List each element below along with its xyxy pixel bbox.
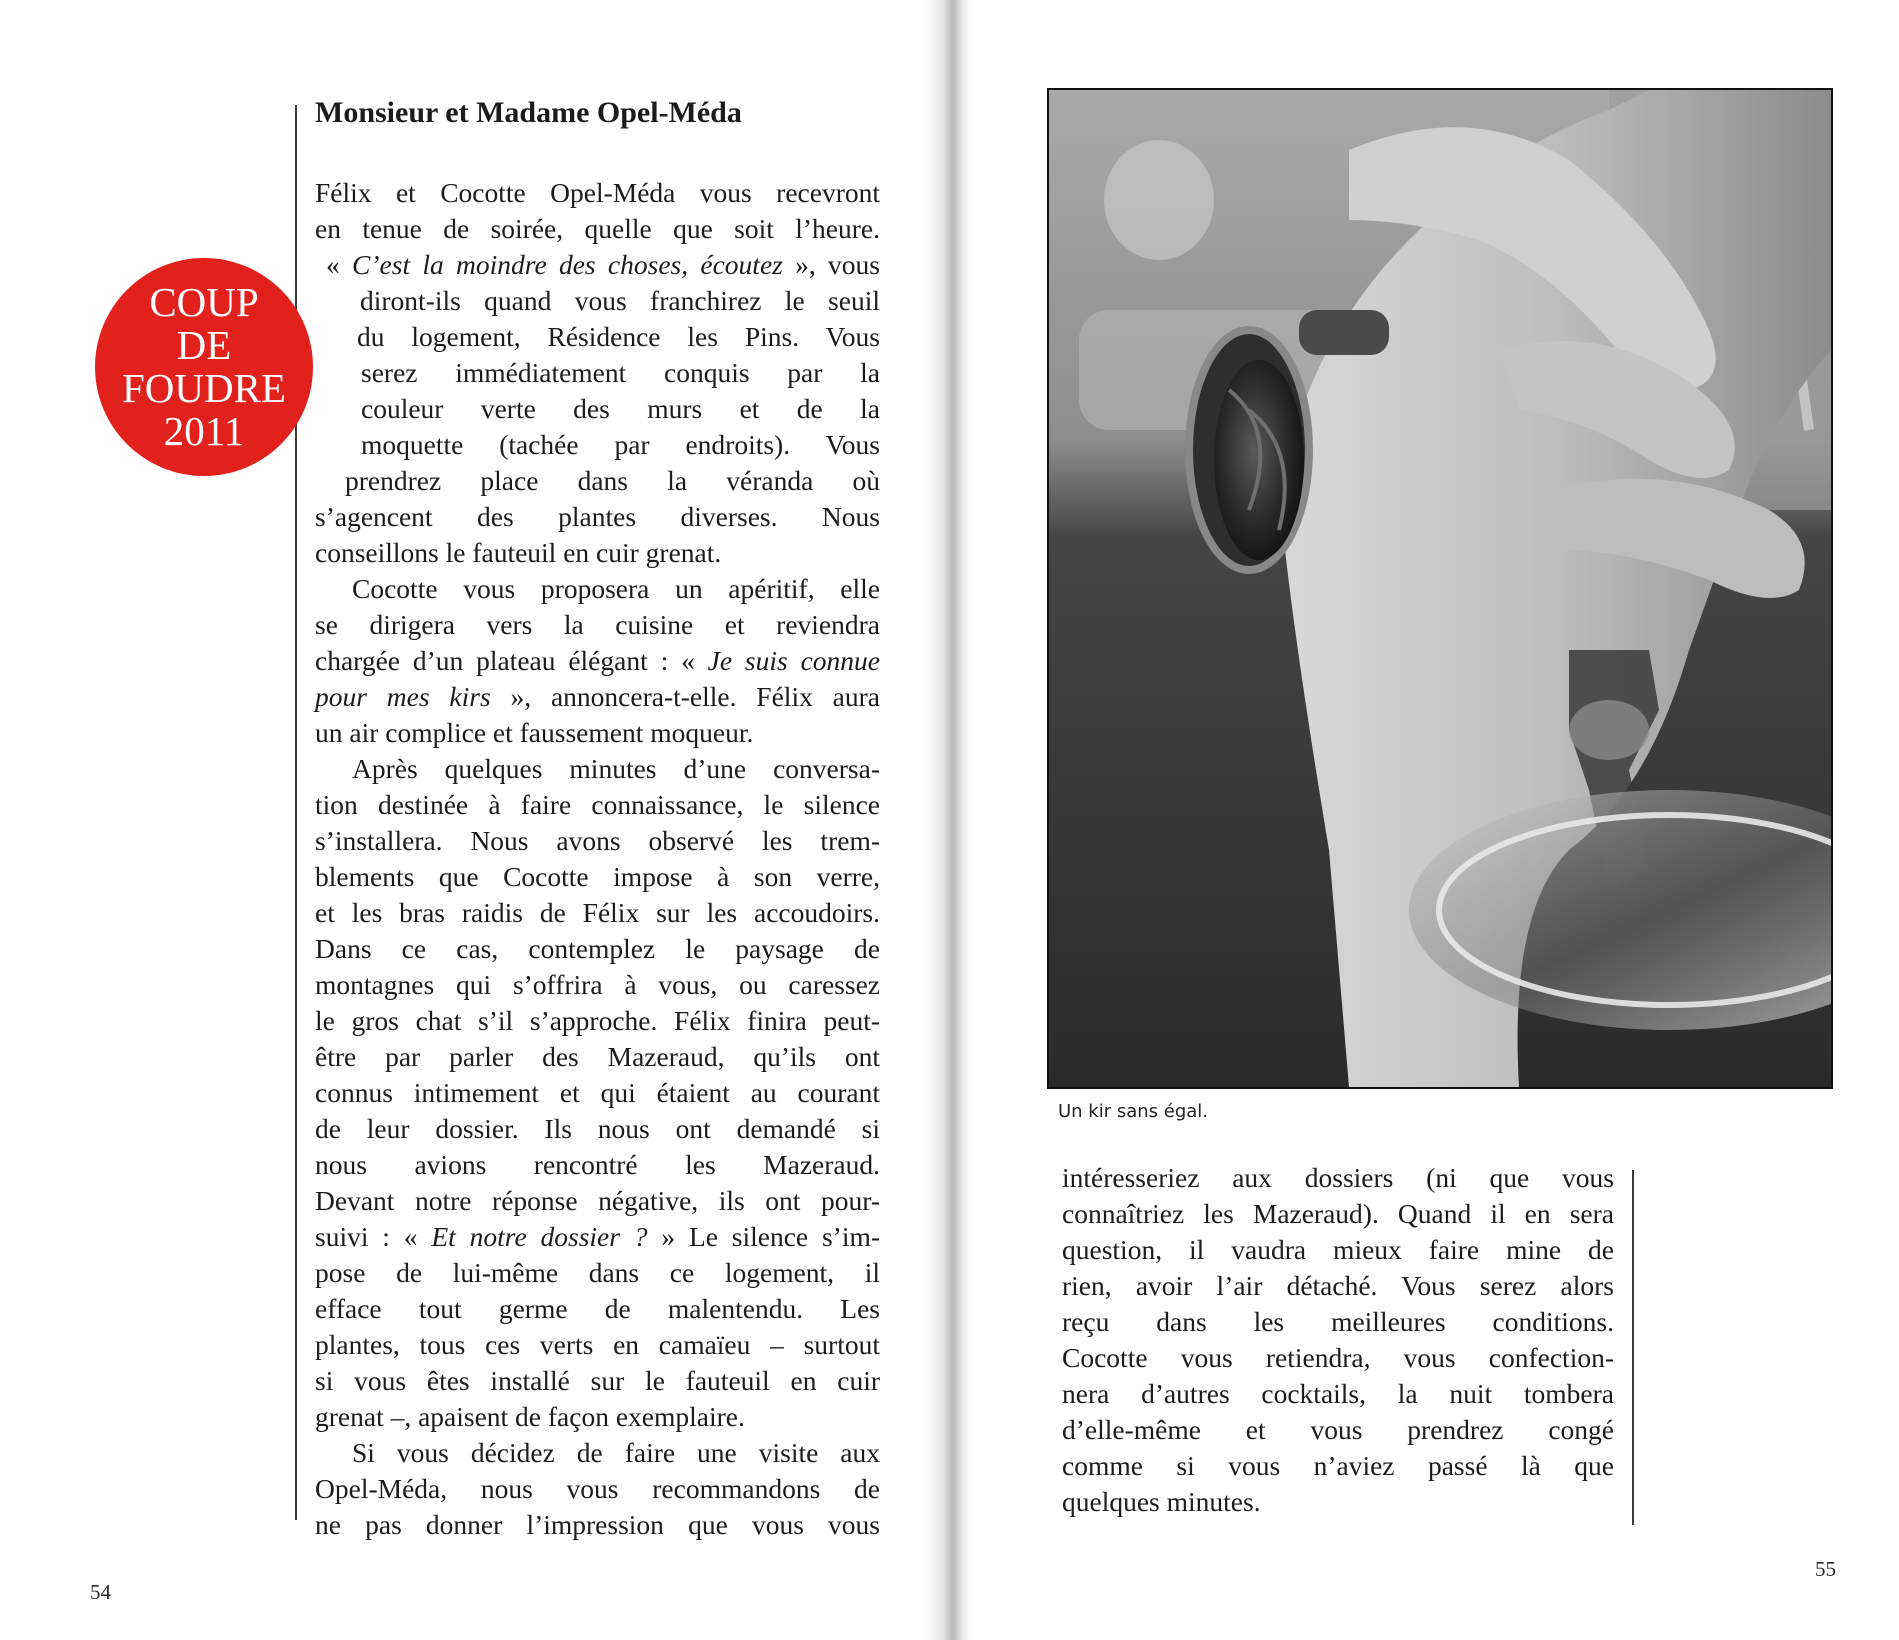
text-segment: prendrez place dans la véranda où (345, 465, 880, 496)
text-line (315, 1327, 880, 1363)
text-segment: d’elle-même et vous prendrez congé (1062, 1414, 1614, 1445)
text-line (315, 1003, 880, 1039)
text-line (315, 1219, 880, 1255)
section-title: Monsieur et Madame Opel-Méda (315, 96, 742, 129)
text-segment: comme si vous n’aviez passé là que (1062, 1450, 1614, 1481)
right-margin-rule (1632, 1170, 1634, 1525)
text-line (315, 1039, 880, 1075)
text-line (1062, 1196, 1614, 1232)
text-segment: en tenue de soirée, quelle que soit l’heure. (315, 213, 880, 244)
text-segment: diront-ils quand vous franchirez le seuil (360, 285, 880, 316)
text-line (315, 1291, 880, 1327)
text-line (315, 1183, 880, 1219)
text-line (361, 355, 880, 391)
text-segment: Cocotte vous retiendra, vous confection- (1062, 1342, 1614, 1373)
text-line (315, 895, 880, 931)
text-segment: plantes, tous ces verts en camaïeu – surtout (315, 1329, 880, 1360)
text-segment: connus intimement et qui étaient au courant (315, 1077, 880, 1108)
text-line (1062, 1340, 1614, 1376)
text-line (1062, 1484, 1614, 1520)
text-segment: montagnes qui s’offrira à vous, ou caressez (315, 969, 880, 1000)
text-line (1062, 1412, 1614, 1448)
kir-photo (1047, 88, 1833, 1089)
text-segment: Devant notre réponse négative, ils ont pour- (315, 1185, 880, 1216)
text-segment: serez immédiatement conquis par la (361, 357, 880, 388)
text-segment: ne pas donner l’impression que vous vous (315, 1509, 880, 1540)
text-line (345, 463, 880, 499)
text-segment: Cocotte vous proposera un apéritif, elle (352, 573, 880, 604)
text-line (315, 535, 880, 571)
italic-quote: Je suis connue (707, 645, 880, 676)
text-segment: nous avions rencontré les Mazeraud. (315, 1149, 880, 1180)
text-line (361, 427, 880, 463)
text-segment: Après quelques minutes d’une conversa- (352, 753, 880, 784)
text-segment: nera d’autres cocktails, la nuit tombera (1062, 1378, 1614, 1409)
text-segment: Dans ce cas, contemplez le paysage de (315, 933, 880, 964)
text-line (315, 715, 880, 751)
text-line (315, 1471, 880, 1507)
page-number-left: 54 (90, 1580, 111, 1604)
text-segment: efface tout germe de malentendu. Les (315, 1293, 880, 1324)
text-line (315, 499, 880, 535)
text-segment: Félix et Cocotte Opel-Méda vous recevront (315, 177, 880, 208)
text-line (315, 931, 880, 967)
text-line (1062, 1448, 1614, 1484)
text-line (357, 319, 880, 355)
text-line (352, 1435, 880, 1471)
text-segment: » Le silence s’im- (647, 1221, 881, 1252)
text-segment: Opel-Méda, nous vous recommandons de (315, 1473, 880, 1504)
text-segment: le gros chat s’il s’approche. Félix finira peut- (315, 1005, 880, 1036)
text-segment: chargée d’un plateau élégant : « (315, 645, 708, 676)
text-line (315, 1255, 880, 1291)
book-gutter (925, 0, 970, 1640)
text-line (315, 643, 880, 679)
text-segment: moquette (tachée par endroits). Vous (361, 429, 880, 460)
text-segment: rien, avoir l’air détaché. Vous serez alors (1062, 1270, 1614, 1301)
badge-line: DE (176, 322, 232, 368)
text-segment: être par parler des Mazeraud, qu’ils ont (315, 1041, 880, 1072)
photo-caption: Un kir sans égal. (1058, 1101, 1209, 1122)
text-segment: conseillons le fauteuil en cuir grenat. (315, 537, 722, 568)
italic-quote: C’est la moindre des choses, écoutez (352, 249, 783, 280)
text-line (315, 859, 880, 895)
text-segment: Si vous décidez de faire une visite aux (352, 1437, 880, 1468)
text-line (315, 967, 880, 1003)
text-line (1062, 1376, 1614, 1412)
text-segment: intéresseriez aux dossiers (ni que vous (1062, 1162, 1614, 1193)
text-line (315, 1075, 880, 1111)
text-line (361, 391, 880, 427)
text-line (315, 679, 880, 715)
text-line (315, 1111, 880, 1147)
text-segment: du logement, Résidence les Pins. Vous (357, 321, 880, 352)
text-line (326, 247, 880, 283)
text-line (1062, 1232, 1614, 1268)
text-segment: un air complice et faussement moqueur. (315, 717, 754, 748)
text-segment: si vous êtes installé sur le fauteuil en cuir (315, 1365, 880, 1396)
text-line (352, 571, 880, 607)
text-line (315, 175, 880, 211)
text-segment: s’installera. Nous avons observé les trem- (315, 825, 880, 856)
page-number-right: 55 (1815, 1557, 1836, 1581)
photo-illustration (1049, 90, 1831, 1087)
text-segment: grenat –, apaisent de façon exemplaire. (315, 1401, 745, 1432)
text-segment: blements que Cocotte impose à son verre, (315, 861, 880, 892)
text-segment: question, il vaudra mieux faire mine de (1062, 1234, 1614, 1265)
text-line (315, 787, 880, 823)
text-line (315, 211, 880, 247)
text-line (315, 1363, 880, 1399)
text-line (1062, 1268, 1614, 1304)
text-segment: et les bras raidis de Félix sur les accoudoirs. (315, 897, 880, 928)
italic-quote: pour mes kirs (315, 681, 491, 712)
badge-line: 2011 (163, 408, 245, 454)
text-segment: pose de lui-même dans ce logement, il (315, 1257, 880, 1288)
badge-line: COUP (149, 279, 259, 325)
text-line (315, 1507, 880, 1543)
text-segment: se dirigera vers la cuisine et reviendra (315, 609, 880, 640)
text-segment: connaîtriez les Mazeraud). Quand il en sera (1062, 1198, 1614, 1229)
text-line (1062, 1304, 1614, 1340)
text-line (352, 751, 880, 787)
text-segment: », vous (782, 249, 881, 280)
text-line (315, 823, 880, 859)
text-line (315, 1399, 880, 1435)
text-line (315, 607, 880, 643)
text-segment: tion destinée à faire connaissance, le silence (315, 789, 880, 820)
text-line (315, 1147, 880, 1183)
text-segment: « (326, 249, 353, 280)
text-segment: », annoncera-t-elle. Félix aura (490, 681, 880, 712)
text-segment: de leur dossier. Ils nous ont demandé si (315, 1113, 880, 1144)
text-segment: suivi : « (315, 1221, 432, 1252)
text-line (1062, 1160, 1614, 1196)
badge-line: FOUDRE (121, 365, 287, 411)
text-line (360, 283, 880, 319)
text-segment: quelques minutes. (1062, 1486, 1261, 1517)
coup-de-foudre-badge (95, 258, 313, 476)
text-segment: couleur verte des murs et de la (361, 393, 880, 424)
text-segment: reçu dans les meilleures conditions. (1062, 1306, 1614, 1337)
italic-quote: Et notre dossier ? (431, 1221, 648, 1252)
text-segment: s’agencent des plantes diverses. Nous (315, 501, 880, 532)
